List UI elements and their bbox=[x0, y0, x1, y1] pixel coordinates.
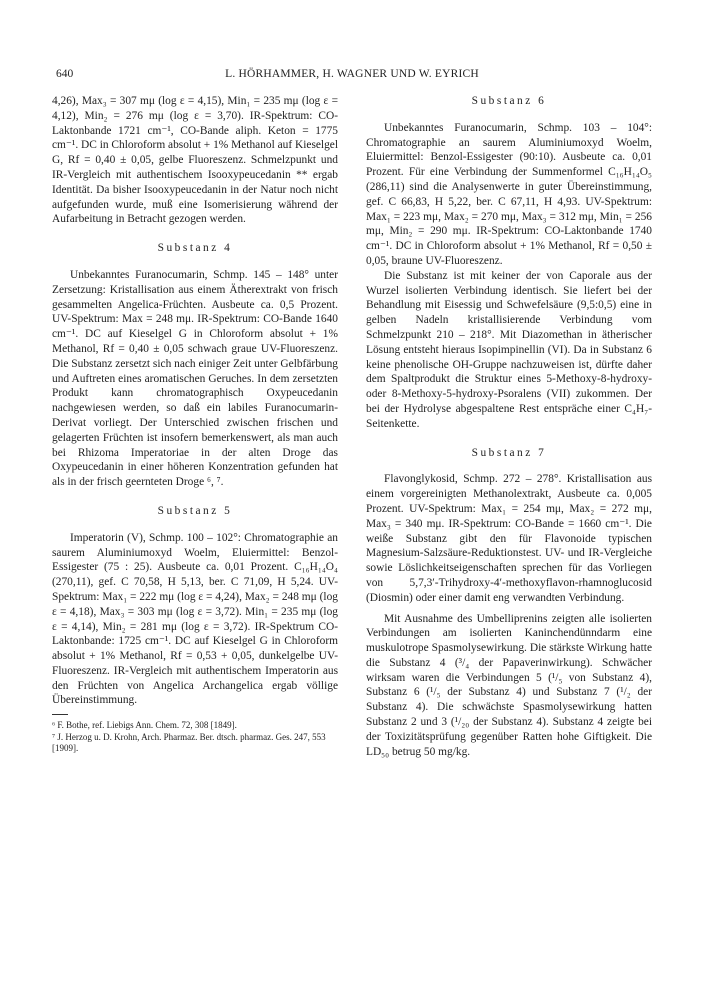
section-text-substanz-4: Unbekanntes Furanocumarin, Schmp. 145 – 148° unter Zersetzung: Kristallisation aus einem Ätherextrakt von frisch gesammelten Angelica-Früchten. Ausbeute ca. 0,5 Prozent. UV-Spektrum: Max = 248 mμ. IR-Spektrum: CO-Bande 1640 cm⁻¹. DC auf Kieselgel G in Chloroform absolut + 1% Methanol, Rf = 0,40 ± 0,05 schwach graue UV-Fluoreszenz. Die Substanz zersetzt sich nach einiger Zeit unter Gelbfärbung und Auftreten eines aromatischen Geruches. In dem zersetzten Produkt kann chromatographisch Oxypeucedanin nachgewiesen werden, so daß ein labiles Furanocumarin-Derivat vorliegt. Der Unterschied zwischen frischen und gelagerten Früchten ist insofern bemerkenswert, als man auch bei Rhizoma Imperatoriae in der alten Droge das Oxypeucedanin in einer höheren Konzentration gefunden hat als in der frisch geernteten Droge ⁶, ⁷. bbox=[52, 268, 338, 489]
right-column bbox=[366, 94, 652, 759]
section-text-substanz-6: Unbekanntes Furanocumarin, Schmp. 103 – 104°: Chromatographie an saurem Aluminiumoxyd Woelm, Eluiermittel: Benzol-Essigester (90:10). Ausbeute ca. 0,01 Prozent. Für eine Verbindung der Summenformel C₁₆H₁₄O₅ (286,11) sind die Analysenwerte in guter Übereinstimmung, gef. C 66,83, H 5,22, ber. C 67,11, H 4,93. UV-Spektrum: Max₁ = 223 mμ, Max₂ = 270 mμ, Max₃ = 312 mμ, Min₁ = 256 mμ, Min₂ = 290 mμ. IR-Spektrum: CO-Laktonbande 1740 cm⁻¹. DC in Chloroform absolut + 1% Methanol, Rf = 0,50 ± 0,05, braune UV-Fluoreszenz. bbox=[366, 121, 652, 267]
footnote-divider bbox=[52, 714, 68, 715]
running-title: L. HÖRHAMMER, H. WAGNER UND W. EYRICH bbox=[225, 68, 479, 80]
page-number: 640 bbox=[56, 68, 74, 80]
section-text-substanz-5: Imperatorin (V), Schmp. 100 – 102°: Chromatographie an saurem Aluminiumoxyd Woelm, Eluiermittel: Benzol-Essigester (75 : 25). Ausbeute ca. 0,01 Prozent. C₁₆H₁₄O₄ (270,11), gef. C 70,58, H 5,13, ber. C 71,09, H 5,24. UV-Spektrum: Max₁ = 222 mμ (log ε = 4,24), Max₂ = 248 mμ (log ε = 4,18), Max₃ = 303 mμ (log ε = 3,72). Min₁ = 235 mμ (log ε = 4,14), Min₂ = 281 mμ (log ε = 3,72). IR-Spektrum CO-Laktonbande: 1725 cm⁻¹. DC auf Kieselgel G in Chloroform absolut + 1% Methanol, Rf = 0,53 + 0,05, dunkelgelbe UV-Fluoreszenz. IR-Vergleich mit authentischem Imperatorin aus den Früchten von Angelica Archangelica ergab völlige Übereinstimmung. bbox=[52, 531, 338, 707]
section-heading-substanz-7: Substanz 7 bbox=[471, 446, 547, 459]
section-heading-substanz-5: Substanz 5 bbox=[157, 504, 233, 517]
section-heading-substanz-6: Substanz 6 bbox=[471, 95, 547, 107]
left-column bbox=[52, 94, 338, 755]
footnote-7: ⁷ J. Herzog u. D. Krohn, Arch. Pharmaz. Ber. dtsch. pharmaz. Ges. 247, 553 [1909]. bbox=[52, 731, 326, 754]
pharmacology-paragraph: Mit Ausnahme des Umbelliprenins zeigten alle isolierten Verbindungen am isolierten Kaninchendünndarm eine muskulotrope Spasmolysewirkung. Die stärkste Wirkung hatte die Substanz 4 (³/₄ der Papaverinwirkung). Schwächer wirksam waren die Verbindungen 5 (¹/₅ von Substanz 4), Substanz 6 (¹/₅ der Substanz 4) und Substanz 7 (¹/₂ der Substanz 4). Die schwächste Spasmolysewirkung hatten Substanz 2 und 3 (¹/₂₀ der Substanz 4). Substanz 4 zeigte bei der Toxizitätsprüfung gegenüber Ratten hohe Giftigkeit. Die LD₅₀ betrug 50 mg/kg. bbox=[366, 612, 652, 758]
section-text-substanz-6-discussion: Die Substanz ist mit keiner der von Caporale aus der Wurzel isolierten Verbindung identisch. Sie liefert bei der Behandlung mit Eisessig und Schwefelsäure (9,5:0,5) eine in gelben Nadeln kristallisierende Verbindung vom Schmelzpunkt 210 – 218°. Mit Diazomethan in ätherischer Lösung entsteht hieraus Isopimpinellin (VI). Da in Substanz 6 keine phenolische OH-Gruppe nachzuweisen ist, dürfte daher dem Spaltprodukt die Struktur eines 5-Methoxy-8-hydroxy- oder 8-Methoxy-5-hydroxy-Psoralens (VII) zukommen. Der bei der Hydrolyse abgespaltene Rest entspräche einer C₄H₇-Seitenkette. bbox=[366, 269, 652, 430]
section-text-substanz-7: Flavonglykosid, Schmp. 272 – 278°. Kristallisation aus einem vorgereinigten Methanolextrakt, Ausbeute ca. 0,005 Prozent. UV-Spektrum: Max₁ = 254 mμ, Max₂ = 272 mμ, Max₃ = 340 mμ. IR-Spektrum: CO-Bande = 1660 cm⁻¹. Die weiße Substanz gibt den für Flavonoide typischen Magnesium-Salzsäure-Reduktionstest. UV- und IR-Vergleiche sowie Löslichkeitseigenschaften sprechen für das Vorliegen von 5,7,3′-Trihydroxy-4′-methoxyflavon-rhamnoglucosid (Diosmin) oder einer damit eng verwandten Verbindung. bbox=[366, 473, 652, 604]
continued-paragraph: 4,26), Max₃ = 307 mμ (log ε = 4,15), Min₁ = 235 mμ (log ε = 4,12), Min₂ = 276 mμ (log ε = 3,70). IR-Spektrum: CO-Laktonbande 1721 cm⁻¹, CO-Bande aliph. Keton = 1775 cm⁻¹. DC in Chloroform absolut + 1% Methanol auf Kieselgel G, Rf = 0,40 ± 0,05, gelbe Fluoreszenz. Schmelzpunkt und IR-Vergleich mit authentischem Isooxypeucedanin ** ergab Identität. Da bisher Isooxypeucedanin in der Natur noch nicht aufgefunden wurde, muß eine Isomerisierung während der Aufarbeitung in Betracht gezogen werden. bbox=[52, 95, 339, 226]
footnote-6: ⁶ F. Bothe, ref. Liebigs Ann. Chem. 72, 308 [1849]. bbox=[52, 720, 237, 731]
page-header bbox=[0, 68, 704, 84]
section-heading-substanz-4: Substanz 4 bbox=[157, 242, 233, 255]
